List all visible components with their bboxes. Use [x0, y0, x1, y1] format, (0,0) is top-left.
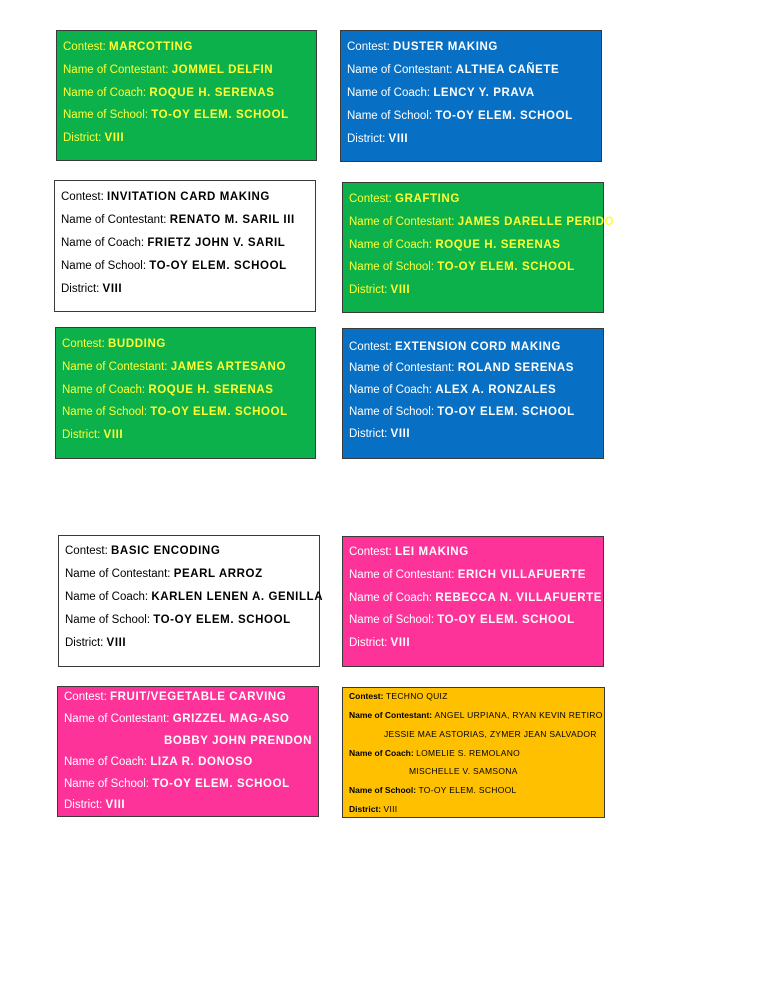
contestant-line: Name of Contestant: JOMMEL DELFIN — [63, 64, 274, 76]
contest-card-budding — [55, 327, 316, 459]
contest-line: Contest: EXTENSION CORD MAKING — [349, 341, 561, 353]
contestant-line: Name of Contestant: ANGEL URPIANA, RYAN KEVIN RETIRO — [349, 710, 603, 720]
contest-line: Contest: BUDDING — [62, 338, 166, 350]
coach-line: Name of Coach: ROQUE H. SERENAS — [62, 384, 274, 396]
contest-card-marcotting — [56, 30, 317, 161]
coach-line: Name of Coach: ALEX A. RONZALES — [349, 384, 557, 396]
coach-line: Name of Coach: FRIETZ JOHN V. SARIL — [61, 237, 286, 249]
contestant-line: Name of Contestant: GRIZZEL MAG-ASO — [64, 713, 290, 725]
contest-line: Contest: INVITATION CARD MAKING — [61, 191, 270, 203]
district-line: District: VIII — [65, 637, 127, 649]
contest-card-duster-making — [340, 30, 602, 162]
school-line: Name of School: TO-OY ELEM. SCHOOL — [349, 261, 575, 273]
district-line: District: VIII — [63, 132, 125, 144]
contest-line: Contest: FRUIT/VEGETABLE CARVING — [64, 691, 287, 703]
contestant-line: Name of Contestant: ERICH VILLAFUERTE — [349, 569, 587, 581]
coach-line: Name of Coach: KARLEN LENEN A. GENILLA — [65, 591, 324, 603]
school-line: Name of School: TO-OY ELEM. SCHOOL — [347, 110, 573, 122]
contest-line: Contest: TECHNO QUIZ — [349, 691, 448, 701]
school-line: Name of School: TO-OY ELEM. SCHOOL — [349, 614, 575, 626]
coach-line: Name of Coach: LIZA R. DONOSO — [64, 756, 253, 768]
school-line: Name of School: TO-OY ELEM. SCHOOL — [61, 260, 287, 272]
district-line: District: VIII — [349, 804, 398, 814]
contest-card-extension-cord-making — [342, 328, 604, 459]
contest-card-fruit-vegetable-carving — [57, 686, 319, 817]
district-line: District: VIII — [64, 799, 126, 811]
district-line: District: VIII — [62, 429, 124, 441]
school-line: Name of School: TO-OY ELEM. SCHOOL — [349, 785, 517, 795]
school-line: Name of School: TO-OY ELEM. SCHOOL — [64, 778, 290, 790]
contest-card-grafting — [342, 182, 615, 313]
contest-line: Contest: MARCOTTING — [63, 41, 193, 53]
district-line: District: VIII — [347, 133, 409, 145]
coach-line: Name of Coach: ROQUE H. SERENAS — [63, 87, 275, 99]
district-line: District: VIII — [349, 428, 411, 440]
contest-card-basic-encoding — [58, 535, 324, 667]
contest-card-techno-quiz — [342, 687, 605, 818]
contestant-line: Name of Contestant: PEARL ARROZ — [65, 568, 263, 580]
contest-line: Contest: DUSTER MAKING — [347, 41, 498, 53]
contest-line: Contest: BASIC ENCODING — [65, 545, 221, 557]
contest-card-lei-making — [342, 536, 604, 667]
contestant-line: Name of Contestant: JAMES DARELLE PERIDO — [349, 216, 615, 228]
coach-line: Name of Coach: LOMELIE S. REMOLANO — [349, 748, 521, 758]
district-line: District: VIII — [349, 637, 411, 649]
district-line: District: VIII — [61, 283, 123, 295]
contest-card-invitation-card-making — [54, 180, 316, 312]
contestant-line: Name of Contestant: ROLAND SERENAS — [349, 362, 575, 374]
school-line: Name of School: TO-OY ELEM. SCHOOL — [62, 406, 288, 418]
contestant-line: Name of Contestant: RENATO M. SARIL III — [61, 214, 295, 226]
contestant-continuation: JESSIE MAE ASTORIAS, ZYMER JEAN SALVADOR — [384, 729, 597, 739]
contest-line: Contest: LEI MAKING — [349, 546, 469, 558]
coach-line: Name of Coach: LENCY Y. PRAVA — [347, 87, 535, 99]
district-line: District: VIII — [349, 284, 411, 296]
contest-line: Contest: GRAFTING — [349, 193, 460, 205]
school-line: Name of School: TO-OY ELEM. SCHOOL — [349, 406, 575, 418]
coach-continuation: MISCHELLE V. SAMSONA — [409, 766, 518, 776]
contestant-continuation: BOBBY JOHN PRENDON — [164, 735, 312, 747]
contestant-line: Name of Contestant: JAMES ARTESANO — [62, 361, 287, 373]
coach-line: Name of Coach: REBECCA N. VILLAFUERTE — [349, 592, 603, 604]
school-line: Name of School: TO-OY ELEM. SCHOOL — [63, 109, 289, 121]
school-line: Name of School: TO-OY ELEM. SCHOOL — [65, 614, 291, 626]
contestant-line: Name of Contestant: ALTHEA CAÑETE — [347, 64, 560, 76]
coach-line: Name of Coach: ROQUE H. SERENAS — [349, 239, 561, 251]
